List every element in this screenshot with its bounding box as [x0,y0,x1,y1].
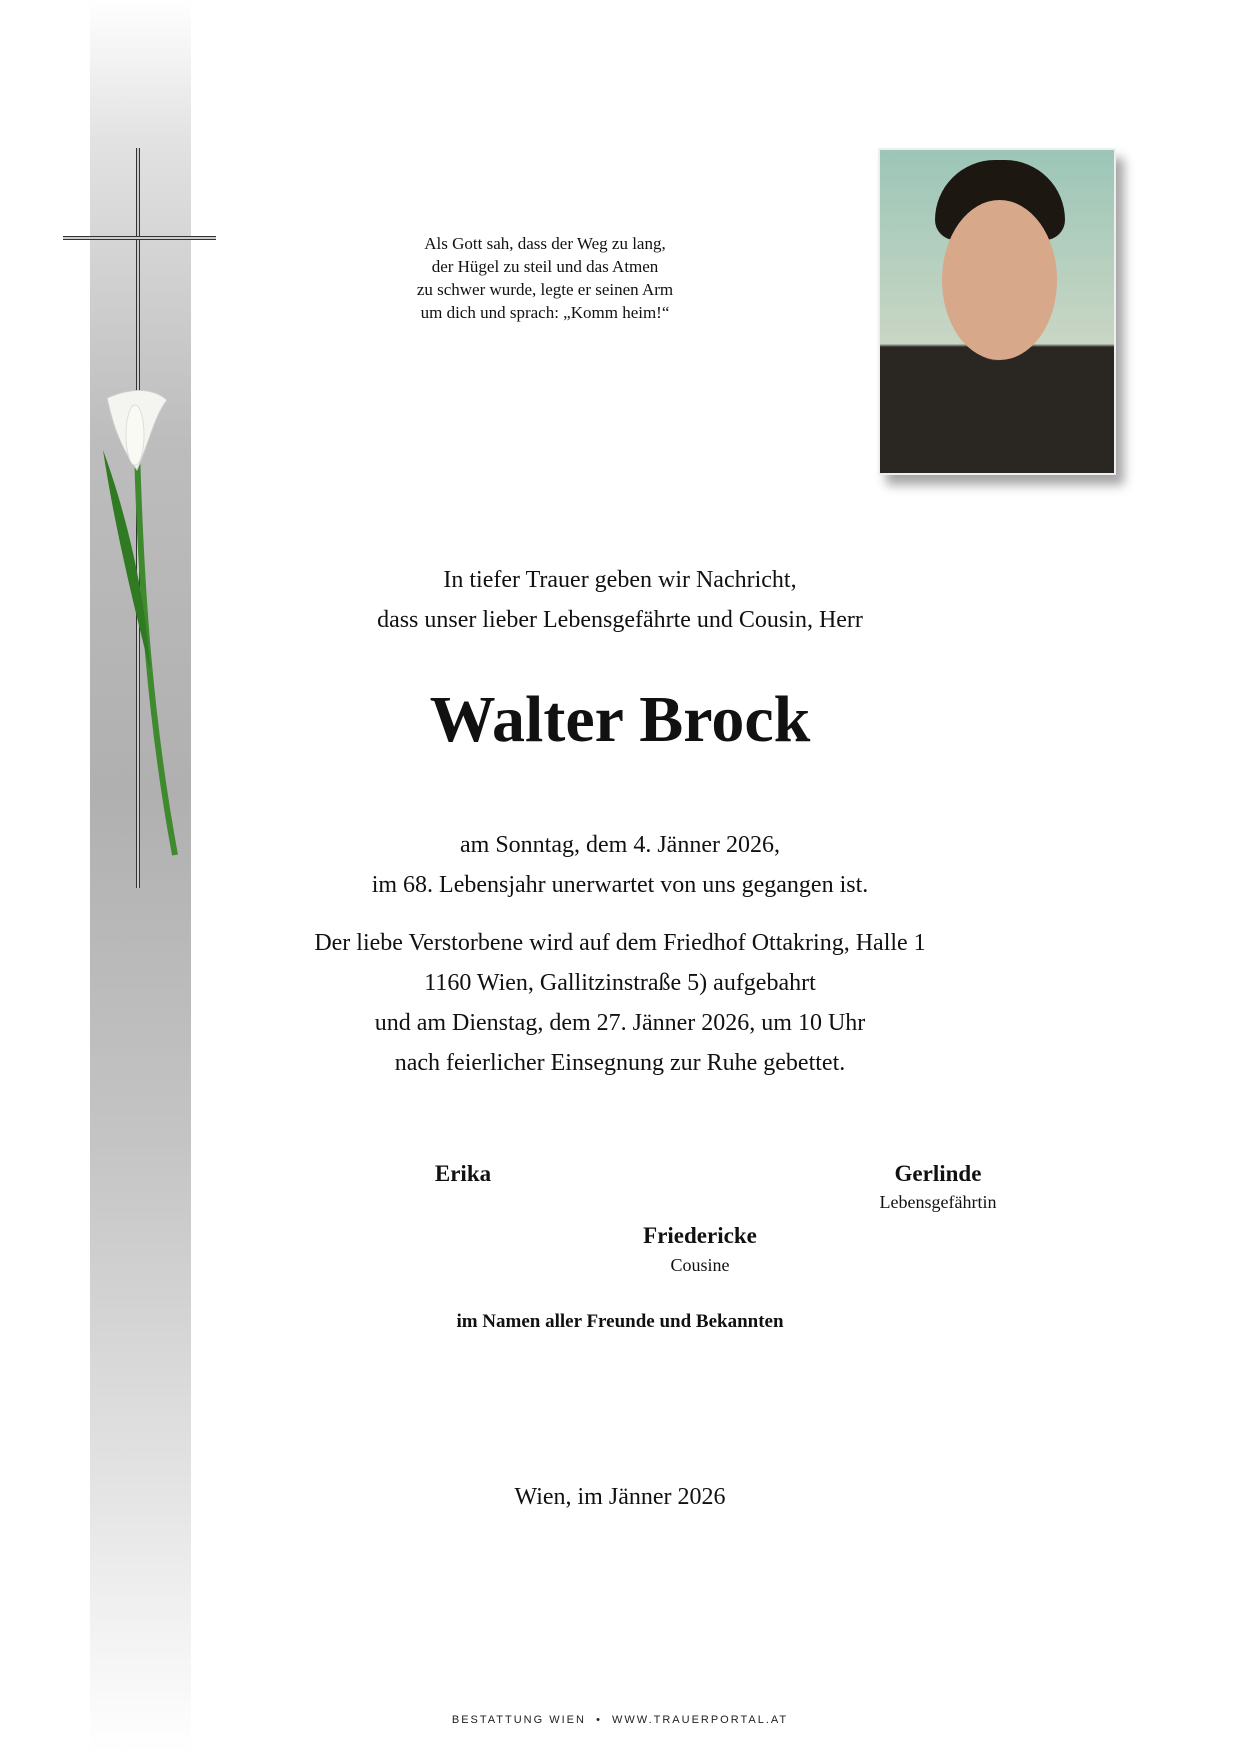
mourner-role: Cousine [670,1255,730,1275]
footer: BESTATTUNG WIEN • WWW.TRAUERPORTAL.AT [451,1714,789,1726]
funeral-line: Der liebe Verstorbene wird auf dem Friedhof Ottakring, Halle 1 [314,930,926,956]
poem [380,232,710,324]
funeral-line: 1160 Wien, Gallitzinstraße 5) aufgebahrt [424,970,816,996]
intro [0,560,1240,640]
mourner-name: Friedericke [643,1223,757,1248]
cross-icon-bar [63,236,216,240]
poem-line: zu schwer wurde, legte er seinen Arm [416,280,674,299]
poem-line: um dich und sprach: „Komm heim!“ [420,303,670,322]
place-date: Wien, im Jänner 2026 [514,1484,726,1510]
death-line: am Sonntag, dem 4. Jänner 2026, [460,832,780,858]
intro-line: In tiefer Trauer geben wir Nachricht, [443,567,797,593]
mourner-name: Erika [434,1161,492,1186]
deceased-name: Walter Brock [429,683,811,756]
death-notice [0,825,1240,905]
funeral-info [0,923,1240,1083]
intro-line: dass unser lieber Lebensgefährte und Cousin, Herr [377,607,863,633]
mourner-role: Lebensgefährtin [879,1192,997,1212]
poem-line: Als Gott sah, dass der Weg zu lang, [424,234,666,253]
portrait-photo [878,148,1116,475]
poem-line: der Hügel zu steil und das Atmen [431,257,659,276]
mourner-name: Gerlinde [894,1161,982,1186]
funeral-line: nach feierlicher Einsegnung zur Ruhe gebettet. [394,1050,846,1076]
friends-line: im Namen aller Freunde und Bekannten [456,1311,784,1332]
funeral-line: und am Dienstag, dem 27. Jänner 2026, um 10 Uhr [374,1010,866,1036]
death-line: im 68. Lebensjahr unerwartet von uns gegangen ist. [371,872,869,898]
